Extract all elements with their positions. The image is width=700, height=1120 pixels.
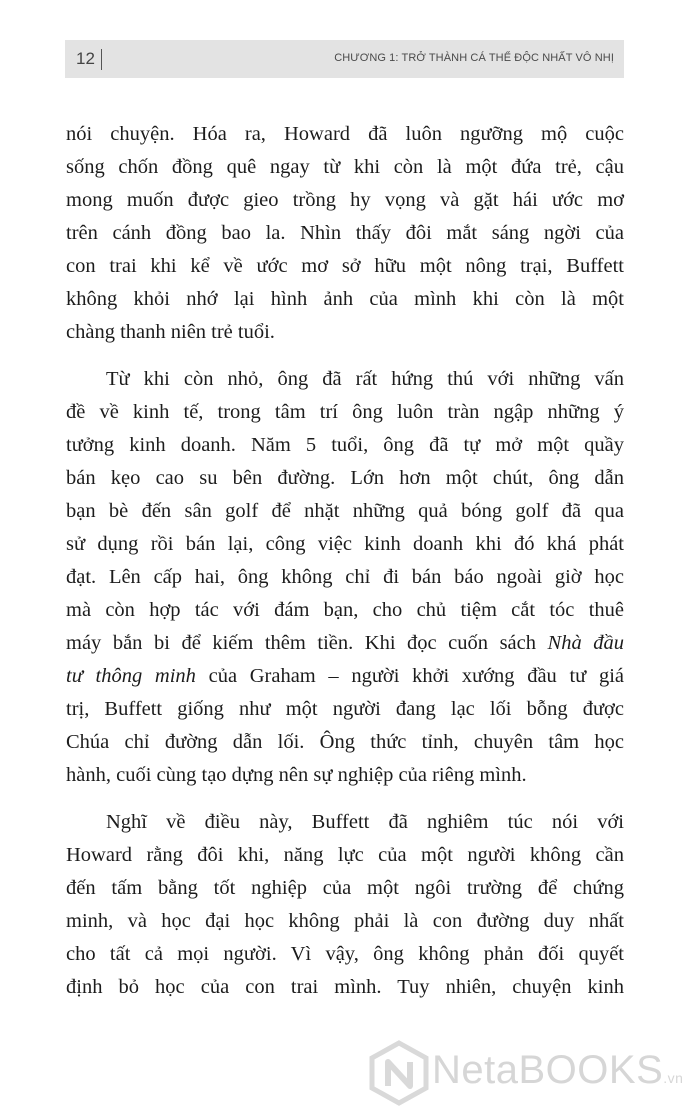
paragraph-1 (66, 118, 624, 349)
text-line: Howard rằng đôi khi, năng lực của một người không cần (66, 844, 624, 866)
page-number: 12 (76, 49, 95, 68)
text-line: tưởng kinh doanh. Năm 5 tuổi, ông đã tự mở một quầy (66, 434, 624, 456)
watermark-brand-text: NetaBOOKS (432, 1048, 664, 1092)
page-body (66, 118, 624, 1004)
running-header (65, 40, 624, 78)
watermark-suffix: .vn (663, 1070, 684, 1086)
chapter-title: CHƯƠNG 1: TRỞ THÀNH CÁ THỂ ĐỘC NHẤT VÔ NHỊ (334, 52, 614, 64)
text-line: hành, cuối cùng tạo dựng nên sự nghiệp của riêng mình. (66, 764, 527, 786)
book-title-part: tư thông minh (66, 665, 196, 687)
text-line (66, 627, 624, 660)
text-line: mong muốn được gieo trồng hy vọng và gặt hái ước mơ (66, 189, 624, 211)
paragraph-3 (66, 806, 624, 1004)
text-line: cho tất cả mọi người. Vì vậy, ông không phản đối quyết (66, 943, 624, 965)
text-line: định bỏ học của con trai mình. Tuy nhiên, chuyện kinh (66, 976, 624, 998)
text-line: mà còn hợp tác với đám bạn, cho chủ tiệm cắt tóc thuê (66, 599, 624, 621)
text-line: bạn bè đến sân golf để nhặt những quả bóng golf đã qua (66, 500, 624, 522)
header-divider (101, 49, 102, 70)
text-line: không khỏi nhớ lại hình ảnh của mình khi còn là một (66, 288, 624, 310)
text-line: bán kẹo cao su bên đường. Lớn hơn một chút, ông dẫn (66, 467, 624, 489)
text-line: đạt. Lên cấp hai, ông không chỉ đi bán báo ngoài giờ học (66, 566, 624, 588)
book-title-part: Nhà đầu (547, 632, 624, 654)
text-line: con trai khi kể về ước mơ sở hữu một nông trại, Buffett (66, 255, 624, 277)
text-run: máy bắn bi để kiếm thêm tiền. Khi đọc cuốn sách (66, 632, 548, 654)
text-line: đề về kinh tế, trong tâm trí ông luôn tràn ngập những ý (66, 401, 624, 423)
n-logo-icon (368, 1040, 430, 1106)
text-line: trị, Buffett giống như một người đang lạc lối bỗng được (66, 698, 624, 720)
text-line: Từ khi còn nhỏ, ông đã rất hứng thú với những vấn (106, 368, 624, 390)
text-line: minh, và học đại học không phải là con đường duy nhất (66, 910, 624, 932)
text-line: chàng thanh niên trẻ tuổi. (66, 321, 275, 343)
text-run: của Graham – người khởi xướng đầu tư giá (195, 665, 624, 687)
text-line (66, 660, 624, 693)
text-line: Chúa chỉ đường dẫn lối. Ông thức tỉnh, chuyên tâm học (66, 731, 624, 753)
watermark-brand (432, 1048, 683, 1093)
text-line: sử dụng rồi bán lại, công việc kinh doanh khi đó khá phát (66, 533, 624, 555)
text-line: trên cánh đồng bao la. Nhìn thấy đôi mắt sáng ngời của (66, 222, 624, 244)
text-line: đến tấm bằng tốt nghiệp của một ngôi trường để chứng (66, 877, 624, 899)
text-line: Nghĩ về điều này, Buffett đã nghiêm túc nói với (106, 811, 624, 833)
text-line: sống chốn đồng quê ngay từ khi còn là một đứa trẻ, cậu (66, 156, 624, 178)
watermark (368, 1040, 694, 1116)
text-line: nói chuyện. Hóa ra, Howard đã luôn ngưỡng mộ cuộc (66, 123, 624, 145)
paragraph-2 (66, 363, 624, 792)
